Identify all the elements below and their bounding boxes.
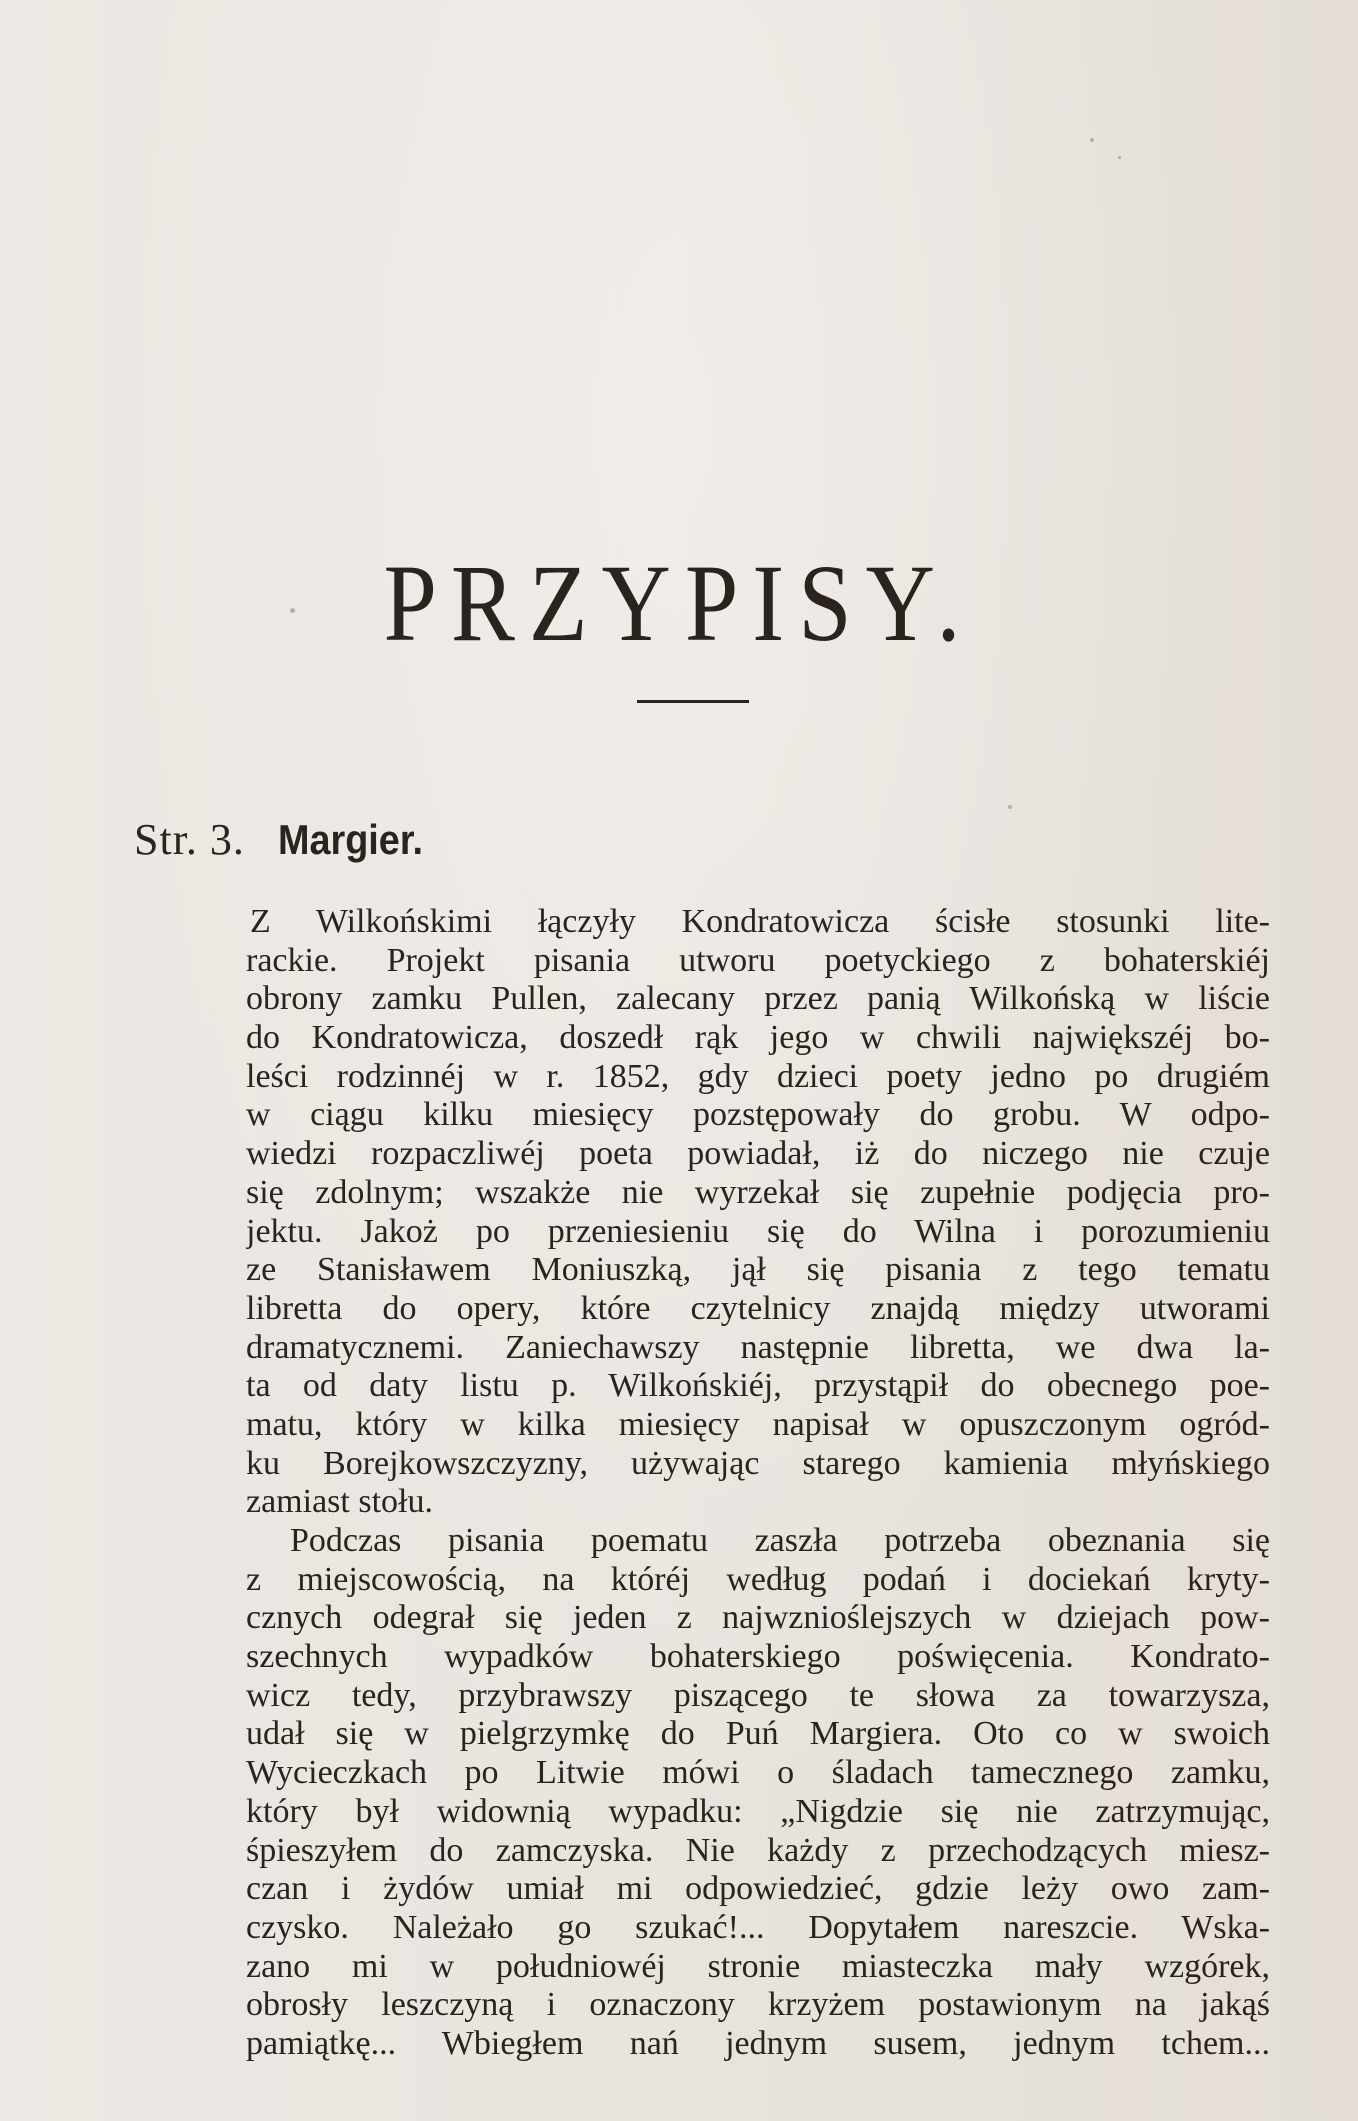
text-line: Wycieczkach po Litwie mówi o śladach tamecznego zamku, — [246, 1754, 1270, 1792]
section-heading — [134, 815, 439, 864]
paper-speck — [1008, 805, 1012, 809]
text-line: wicz tedy, przybrawszy piszącego te słowa za towarzysza, — [246, 1676, 1270, 1714]
text-line: z miejscowością, na któréj według podań i dociekań kryty- — [246, 1560, 1270, 1598]
text-line: obrony zamku Pullen, zalecany przez panią Wilkońską w liście — [246, 980, 1270, 1018]
paper-speck — [1090, 138, 1094, 142]
text-line: wiedzi rozpaczliwéj poeta powiadał, iż do niczego nie czuje — [246, 1135, 1270, 1173]
text-line: zamiast stołu. — [246, 1483, 433, 1521]
section-name: Margier. — [277, 816, 423, 863]
text-line: ze Stanisławem Moniuszką, jął się pisania z tego tematu — [246, 1251, 1270, 1289]
text-line: do Kondratowicza, doszedł rąk jego w chwili największéj bo- — [246, 1019, 1270, 1057]
text-line: który był widownią wypadku: „Nigdzie się nie zatrzymując, — [246, 1792, 1270, 1830]
paper-speck — [1118, 156, 1121, 159]
text-line: libretta do opery, które czytelnicy znajdą między utworami — [246, 1289, 1270, 1327]
text-line: pamiątkę... Wbiegłem nań jednym susem, jednym tchem... — [246, 2024, 1270, 2062]
section-page-ref: Str. 3. — [134, 815, 245, 864]
text-line: szechnych wypadków bohaterskiego poświęcenia. Kondrato- — [246, 1638, 1270, 1676]
text-line: w ciągu kilku miesięcy pozstępowały do grobu. W odpo- — [246, 1096, 1270, 1134]
body-text — [246, 903, 1270, 2064]
text-line: dramatycznemi. Zaniechawszy następnie libretta, we dwa la- — [246, 1328, 1270, 1366]
paragraph-1 — [246, 903, 1270, 1522]
page-title: PRZYPISY. — [383, 541, 975, 665]
text-line: ku Borejkowszczyzny, używając starego kamienia młyńskiego — [246, 1444, 1270, 1482]
text-line: Z Wilkońskimi łączyły Kondratowicza ścisłe stosunki lite- — [250, 903, 1270, 940]
title-rule — [637, 700, 749, 703]
text-line: obrosły leszczyną i oznaczony krzyżem postawionym na jakąś — [246, 1986, 1270, 2024]
text-line: cznych odegrał się jeden z najwznioślejszych w dziejach pow- — [246, 1599, 1270, 1637]
text-line: udał się w pielgrzymkę do Puń Margiera. Oto co w swoich — [246, 1715, 1270, 1753]
text-line: się zdolnym; wszakże nie wyrzekał się zupełnie podjęcia pro- — [246, 1173, 1270, 1211]
text-line: zano mi w południowéj stronie miasteczka mały wzgórek, — [246, 1947, 1270, 1985]
text-line: ta od daty listu p. Wilkońskiéj, przystąpił do obecnego poe- — [246, 1367, 1270, 1405]
text-line: Podczas pisania poematu zaszła potrzeba obeznania się — [290, 1522, 1270, 1559]
paragraph-2 — [246, 1522, 1270, 2064]
text-line: jektu. Jakoż po przeniesieniu się do Wilna i porozumieniu — [246, 1212, 1270, 1250]
text-line: śpieszyłem do zamczyska. Nie każdy z przechodzących miesz- — [246, 1831, 1270, 1869]
text-line: leści rodzinnéj w r. 1852, gdy dzieci poety jedno po drugiém — [246, 1057, 1270, 1095]
text-line: matu, który w kilka miesięcy napisał w opuszczonym ogród- — [246, 1405, 1270, 1443]
text-line: czan i żydów umiał mi odpowiedzieć, gdzie leży owo zam- — [246, 1870, 1270, 1908]
text-line: rackie. Projekt pisania utworu poetyckiego z bohaterskiéj — [246, 941, 1270, 979]
text-line: czysko. Należało go szukać!... Dopytałem nareszcie. Wska- — [246, 1908, 1270, 1946]
